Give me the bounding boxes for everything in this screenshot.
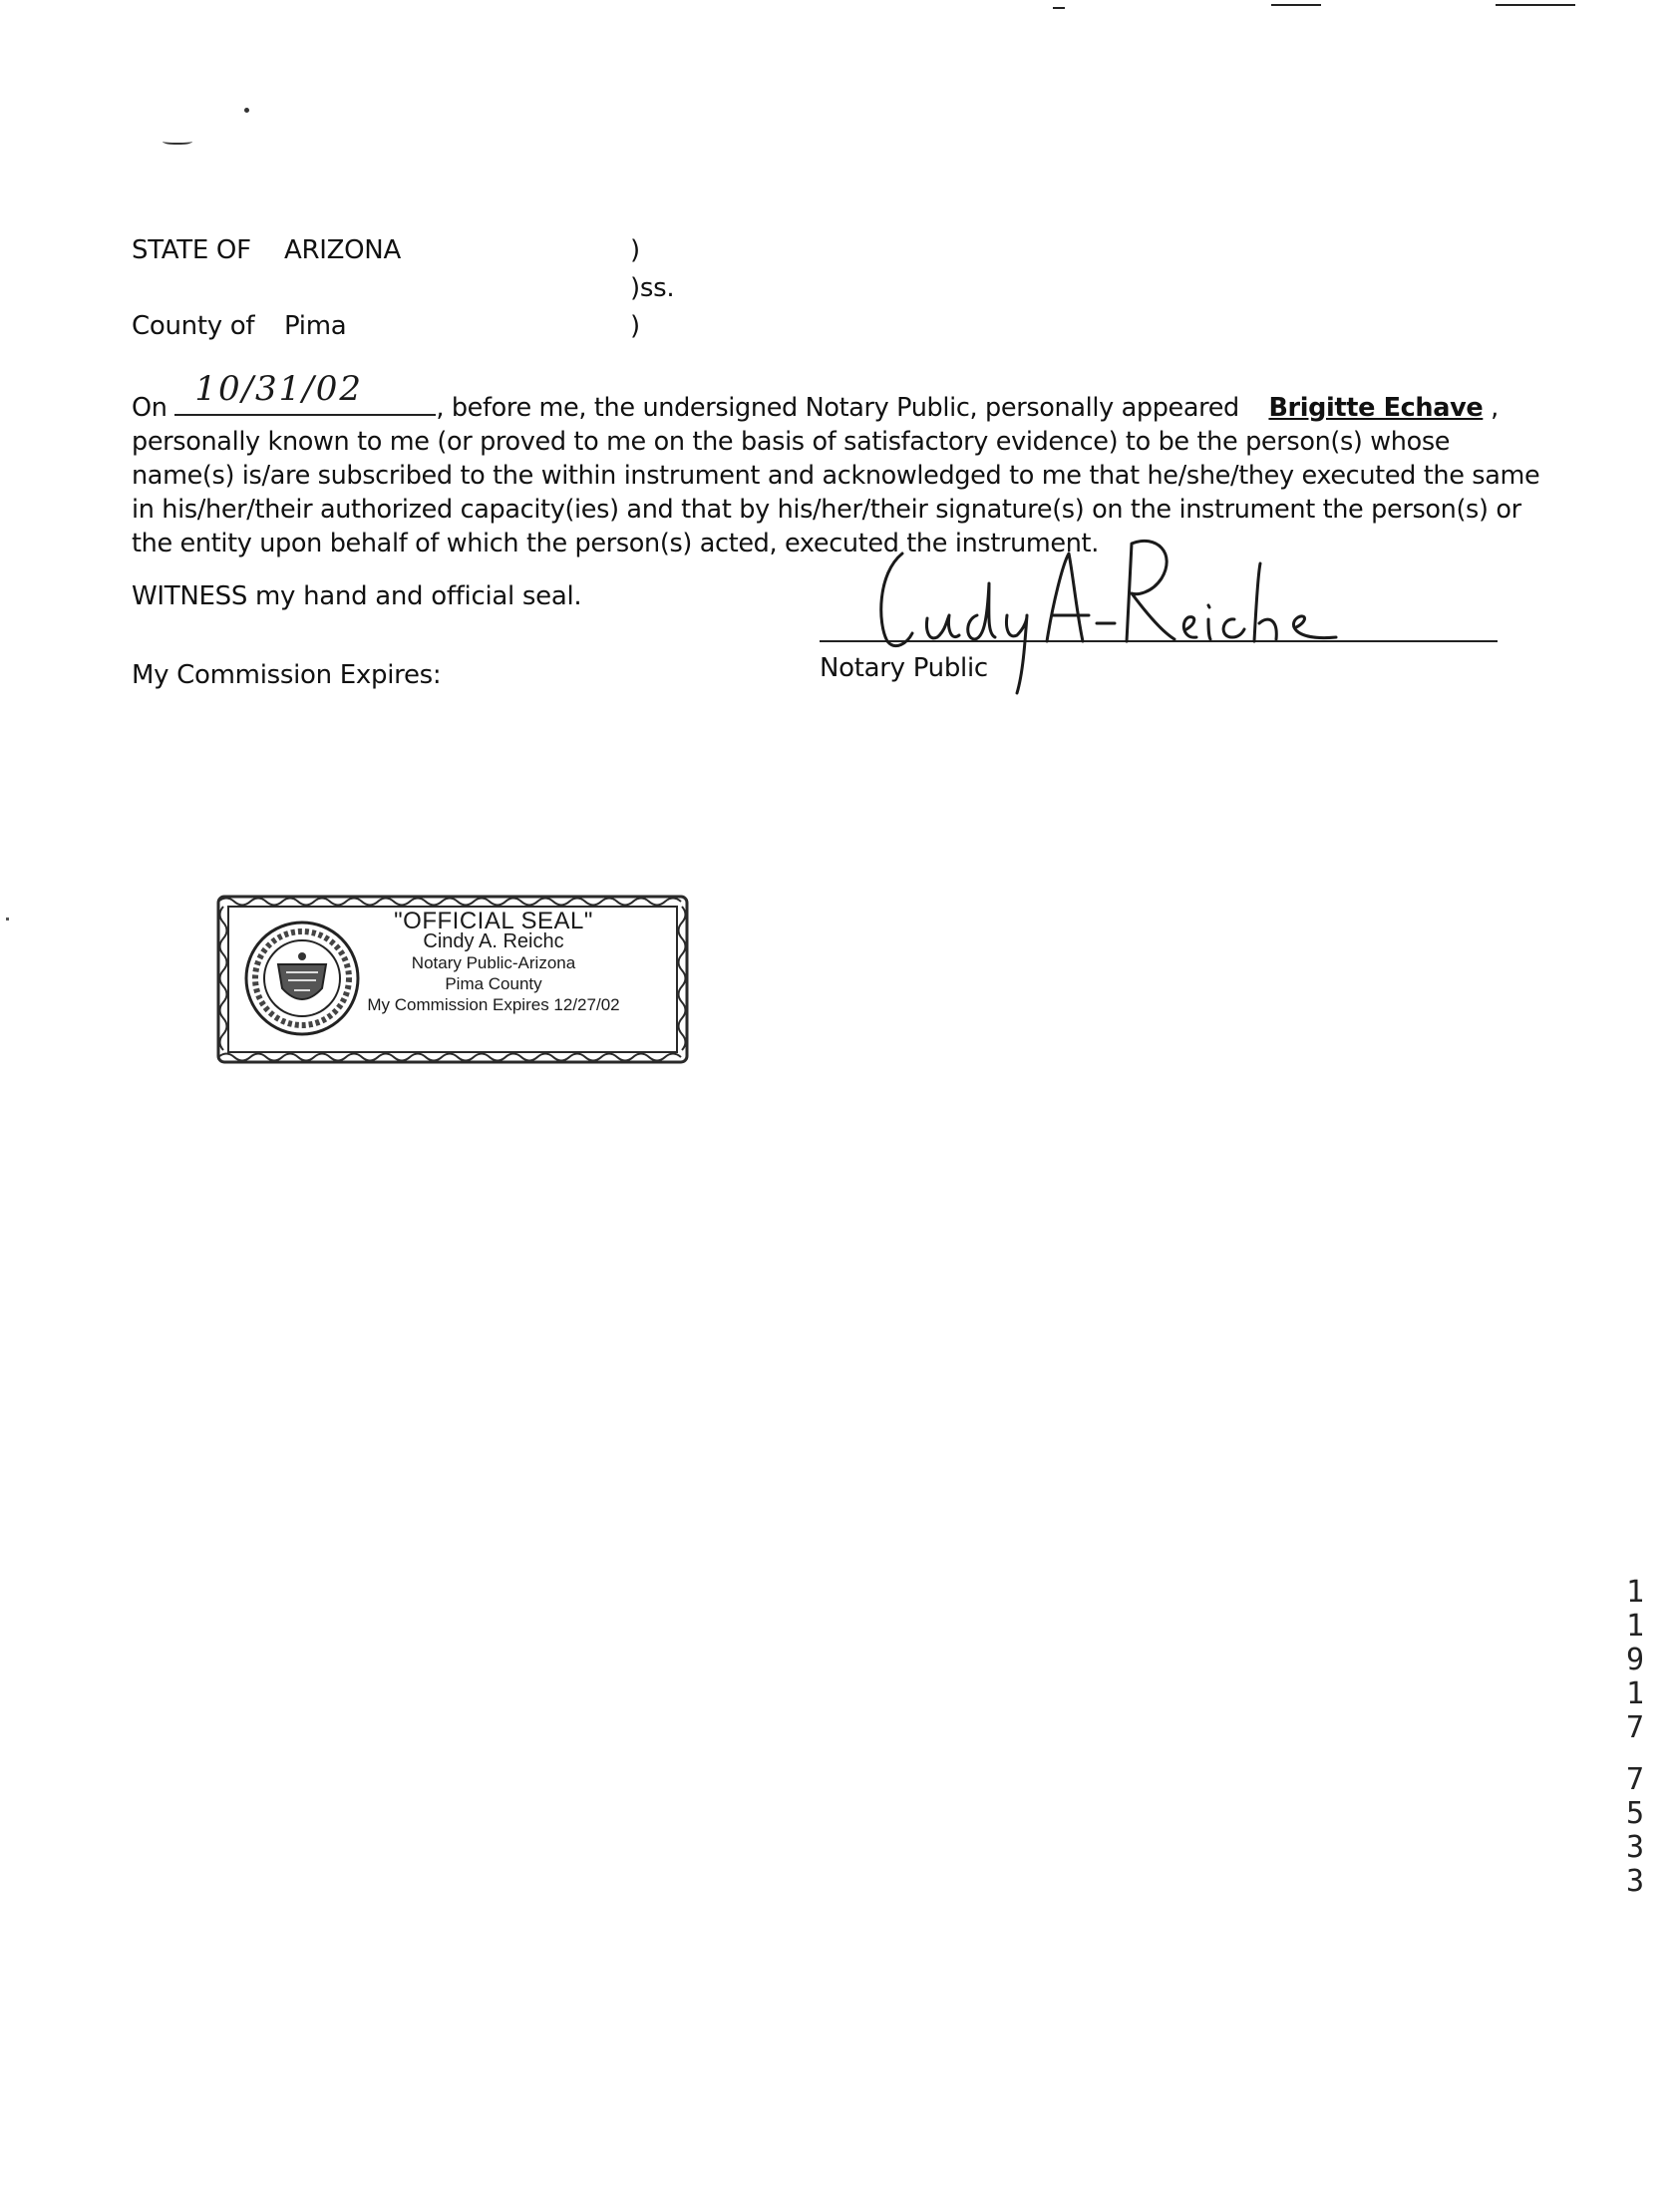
ack-line-4: in his/her/their authorized capacity(ies) and that by his/her/their signature(s) on the instrument the person(s) or <box>132 495 1521 525</box>
handwritten-date: 10/31/02 <box>194 369 364 409</box>
scan-mark <box>1053 7 1065 9</box>
commission-expires-label: My Commission Expires: <box>132 660 442 690</box>
appeared-name: Brigitte Echave <box>1268 393 1484 423</box>
notary-public-label: Notary Public <box>820 653 988 683</box>
on-label: On <box>132 393 167 423</box>
venue-ss: )ss. <box>630 273 675 303</box>
scan-squiggle <box>163 137 192 145</box>
scan-mark <box>1496 4 1575 6</box>
recording-digit: 3 <box>1625 1864 1645 1899</box>
seal-expires: My Commission Expires 12/27/02 <box>367 995 620 1014</box>
county-value: Pima <box>284 311 347 341</box>
scan-speck <box>244 108 249 113</box>
recording-digit: 1 <box>1625 1676 1645 1711</box>
date-blank <box>174 369 436 416</box>
recording-digit: 3 <box>1625 1830 1645 1865</box>
seal-county: Pima County <box>445 974 542 993</box>
county-label: County of <box>132 311 255 341</box>
ack-line-1-end: , <box>1491 393 1499 423</box>
recording-digit: 7 <box>1625 1710 1645 1745</box>
seal-title: "OFFICIAL SEAL" <box>394 908 593 934</box>
recording-digit: 7 <box>1625 1762 1645 1797</box>
seal-text-block <box>344 908 643 1015</box>
scan-mark <box>1271 4 1321 6</box>
venue-paren: ) <box>630 311 640 341</box>
ack-line-5: the entity upon behalf of which the person(s) acted, executed the instrument. <box>132 529 1099 558</box>
recording-digit: 9 <box>1625 1643 1645 1677</box>
ack-line-2: personally known to me (or proved to me on the basis of satisfactory evidence) to be the person(s) whose <box>132 427 1451 457</box>
ack-line-1 <box>132 369 1507 425</box>
ack-line-3: name(s) is/are subscribed to the within instrument and acknowledged to me that he/she/they executed the same <box>132 461 1540 491</box>
ack-line-1-text: , before me, the undersigned Notary Public, personally appeared <box>436 393 1239 423</box>
scan-speck <box>6 918 9 921</box>
witness-text: WITNESS my hand and official seal. <box>132 581 582 611</box>
recording-gap <box>1615 1745 1655 1763</box>
state-value: ARIZONA <box>284 235 401 265</box>
seal-name: Cindy A. Reichc <box>423 930 564 952</box>
recording-digit: 1 <box>1625 1609 1645 1644</box>
state-label: STATE OF <box>132 235 251 265</box>
official-seal-stamp <box>214 891 693 1070</box>
venue-paren: ) <box>630 235 640 265</box>
recording-digit: 5 <box>1625 1796 1645 1831</box>
recording-digit: 1 <box>1625 1575 1645 1610</box>
recording-number <box>1615 1576 1655 1899</box>
seal-role: Notary Public-Arizona <box>411 953 576 972</box>
